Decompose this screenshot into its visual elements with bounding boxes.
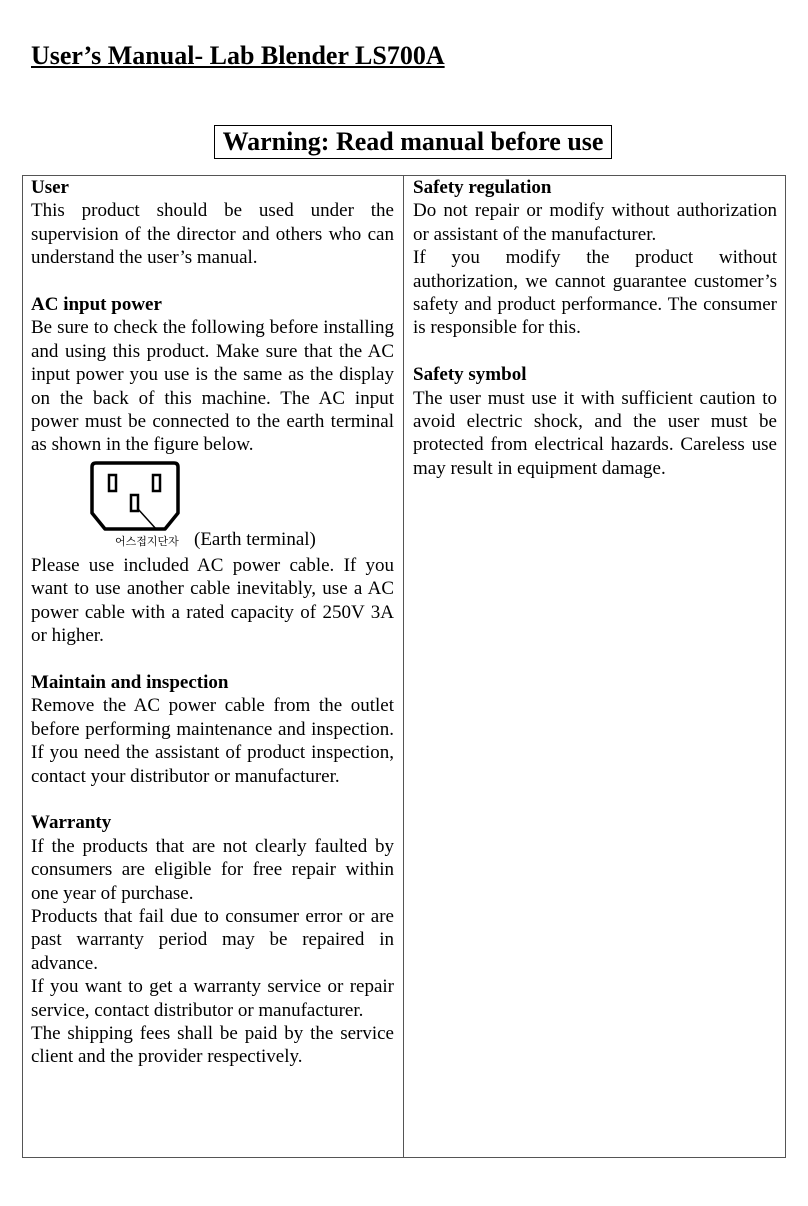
right-column — [413, 176, 777, 480]
earth-terminal-korean-label: 어스접지단자 — [115, 534, 179, 548]
section-warranty — [31, 811, 394, 1068]
section-maintain — [31, 671, 394, 788]
earth-terminal-figure — [31, 457, 394, 554]
section-ac-input-power — [31, 293, 394, 647]
section-text-ac-cable: Please use included AC power cable. If you want to use another cable inevitably, use a AC power cable with a rated capacity of 250V 3A or higher. — [31, 554, 394, 647]
warranty-paragraph: If you want to get a warranty service or repair service, contact distributor or manufacturer. — [31, 976, 394, 1021]
section-heading-ac-input-power: AC input power — [31, 294, 162, 316]
document-title: User’s Manual- Lab Blender LS700A — [31, 41, 445, 70]
safety-regulation-paragraph: Do not repair or modify without authorization or assistant of the manufacturer. — [413, 200, 777, 245]
section-heading-safety-regulation: Safety regulation — [413, 177, 552, 198]
ac-plug-socket-icon — [89, 461, 181, 535]
earth-terminal-label: (Earth terminal) — [194, 528, 316, 550]
section-text-ac-input-power: Be sure to check the following before installing and using this product. Make sure that the AC input power you use is the same as the display on the back of this machine. The AC input power must be connected to the earth terminal as shown in the figure below. — [31, 317, 394, 456]
section-heading-warranty: Warranty — [31, 812, 112, 834]
section-text-safety-symbol: The user must use it with sufficient caution to avoid electric shock, and the user must be protected from electrical hazards. Careless use may result in equipment damage. — [413, 387, 777, 479]
left-column — [31, 176, 394, 1069]
warning-banner: Warning: Read manual before use — [214, 125, 612, 159]
section-heading-maintain: Maintain and inspection — [31, 671, 229, 693]
section-text-user: This product should be used under the supervision of the director and others who can understand the user’s manual. — [31, 200, 394, 269]
warranty-paragraph: The shipping fees shall be paid by the service client and the provider respectively. — [31, 1022, 394, 1068]
section-safety-symbol — [413, 363, 777, 480]
section-heading-safety-symbol: Safety symbol — [413, 364, 527, 386]
section-heading-user: User — [31, 177, 69, 198]
warranty-paragraph: Products that fail due to consumer error or are past warranty period may be repaired in advance. — [31, 905, 394, 974]
section-safety-regulation — [413, 176, 777, 340]
warranty-paragraph: If the products that are not clearly faulted by consumers are eligible for free repair within one year of purchase. — [31, 835, 394, 904]
column-divider — [403, 175, 404, 1158]
section-user — [31, 176, 394, 270]
section-text-maintain: Remove the AC power cable from the outlet before performing maintenance and inspection. If you need the assistant of product inspection, contact your distributor or manufacturer. — [31, 695, 394, 787]
safety-regulation-paragraph: If you modify the product without authorization, we cannot guarantee customer’s safety and product performance. The consumer is responsible for this. — [413, 247, 777, 339]
